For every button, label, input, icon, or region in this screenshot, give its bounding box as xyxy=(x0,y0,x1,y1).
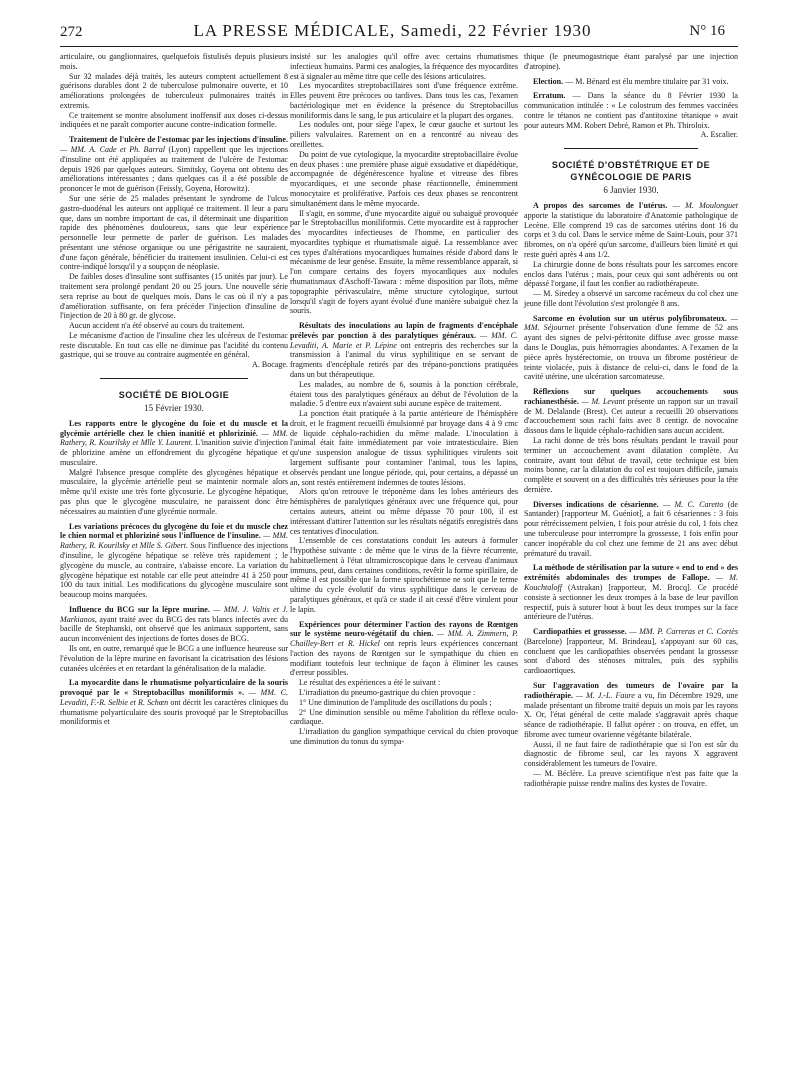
article-authors: — MM. P. Carreras et C. Cortès xyxy=(626,627,738,637)
article-r1 xyxy=(60,419,288,468)
article-title: Diverses indications de césarienne. xyxy=(533,499,659,509)
article-authors: — M. J.-L. Faure xyxy=(572,690,635,700)
article-title: Sur l'aggravation des tumeurs de l'ovaire par la radiothérapie. xyxy=(524,680,738,700)
article-title: Cardiopathies et grossesse. xyxy=(533,627,627,637)
issue-number: N° 16 xyxy=(689,23,725,39)
article-text: présente l'observation d'une femme de 52 ans ayant des signes de pelvi-péritonite diffuse avec grosse masse dans le Douglas, puis hémorragies abondantes. A l'examen de la pièce après hystérectomie, on trouva un fibrome postérieur de teinte violacée, puis à distance de celui-ci, dans le fond de la cavité utérine, une ulcération sarcomateuse. xyxy=(524,323,738,382)
article-ulcere xyxy=(60,135,288,194)
article-o4 xyxy=(524,500,738,559)
article-text: ayant traité avec du BCG des rats blancs infectés avec du bacille de Stephanski, ont observé que les animaux supportent, sans aucun inconvénient des injections de fortes doses de BCG. xyxy=(60,614,288,644)
article-text: (Barcelone) [rapporteur, M. Brindeau], s'appuyant sur 60 cas, concluent que les cardiopathies observées pendant la grossesse sont d'abord des sténoses mitrales, puis des syphilis cardioaortiques. xyxy=(524,636,738,676)
article-text: Sous l'influence des injections d'insuline, le glycogène hépatique se relève très rapidement ; le glycogène du muscle, au contraire, s'abaisse encore. La variation du glycogène hépatique est notable car elle peut atteindre 41 à 250 pour 100 du taux initial. Les modifications du glycogène musculaire sont beaucoup moins marquées. xyxy=(60,541,288,600)
article-authors: — M. Kouchtaloff xyxy=(524,573,738,592)
paragraph: Sur une série de 25 malades présentant le syndrome de l'ulcus gastro-duodénal les auteurs ont appliqué ce traitement. Il leur a paru que, dans un nombre important de cas, il déterminait une disparition rapide des phénomènes douloureux, sans que leur expérience personnelle leur permette de parler de guérison. Les malades présentant une sténose organique ou une périgastrite ne sauraient, d'une façon générale, bénéficier du traitement insulinien. Celui-ci est contre-indiqué lorsqu'il y a soupçon de néoplasie. xyxy=(60,193,288,272)
paragraph: Ce traitement se montre absolument inoffensif aux doses ci-dessus indiquées et ne paraît comporter aucune contre-indication formelle. xyxy=(60,110,288,130)
note-title: Erratum. xyxy=(533,91,566,101)
paragraph: — M. Béclère. La preuve scientifique n'est pas faite que la radiothérapie puisse rendre malins des kystes de l'ovaire. xyxy=(524,769,738,788)
erratum-note xyxy=(524,91,738,130)
article-text: (Astrakan) [rapporteur, M. Brocq]. Ce procédé consiste à sectionner les deux trompes à la base de leur pavillon respectif, puis à suturer bout à bout les deux trompes sur la face antérieure de l'utérus. xyxy=(524,582,738,622)
article-r3 xyxy=(60,605,288,644)
paragraph: Les malades, au nombre de 6, soumis à la ponction cérébrale, étaient tous des paralytiques généraux au début de l'évolution de la maladie. 5 d'entre eux n'avaient subi aucune espèce de traitement. xyxy=(290,379,518,409)
signature: A. Bocage. xyxy=(252,360,288,370)
article-text: (Lyon) rappellent que les injections d'insuline ont été appliquées au traitement de l'ulcère de l'estomac depuis 1926 par quelques auteurs. Simitsky, Goyena ont obtenu des améliorations intéressantes ; dans quelques cas il a été possible de prononcer le mot de guérison (Feissly, Goyena, Horowitz). xyxy=(60,145,288,194)
article-authors: — M. C. Caretto xyxy=(658,499,724,509)
article-text: L'inanition suivie d'injection de phlorizine amène un effondrement du glycogène hépatique et musculaire. xyxy=(60,438,288,467)
section-rule xyxy=(100,378,248,379)
section-rule xyxy=(564,148,698,149)
article-title: Sarcome en évolution sur un utérus polyfibromateux. xyxy=(533,313,727,323)
page-header xyxy=(60,18,725,44)
article-authors: — M. Moulonguet xyxy=(667,201,738,211)
paragraph: articulaire, ou ganglionnaires, quelquefois fistulisés depuis plusieurs mois. xyxy=(60,52,288,71)
paragraph: Aucun accident n'a été observé au cours du traitement. xyxy=(69,321,245,331)
note-text: — Dans la séance du 8 Février 1930 la communication intitulée : « Le colostrum des femmes vaccinées contre le tétanos ne contient pas d'antitoxine tétanique » avait pour auteurs MM. Robert Debré, Ramon et Ph. Thiroloix. xyxy=(524,91,738,130)
article-o1 xyxy=(524,201,738,260)
section-title: SOCIÉTÉ D'OBSTÉTRIQUE ET DE GYNÉCOLOGIE DE PARIS xyxy=(551,160,711,183)
paragraph: Il s'agit, en somme, d'une myocardite aiguë ou subaiguë provoquée par le Streptobacillus moniliformis. Cette myocardite est à rapprocher des myocardites infectieuses de l'homme, en particulier des myocardites typhique et rhumatismale aiguë. La ressemblance avec ces types d'altérations myocardiques humaines réside d'abord dans le mécanisme de leur genèse. Ensuite, la même ressemblance apparaît, si l'on compare certains des foyers myocardiques aux nodules rhumatismaux d'Aschoff-Tawara : même disposition par îlots, même topographie périvasculaire, même structure cytologique, surtout lorsqu'il s'agit de foyers ayant évolué d'une manière subaiguë chez la souris. xyxy=(290,208,518,316)
article-title: La myocardite dans le rhumatisme polyarticulaire de la souris provoqué par le « Streptobacillus moniliformis ». xyxy=(60,678,288,698)
paragraph: Sur 32 malades déjà traités, les auteurs comptent actuellement 8 guérisons durables dont 2 de tuberculose pulmonaire ouverte, et 10 améliorations prolongées de tuberculeux pulmonaires traités in extremis. xyxy=(60,71,288,110)
section-date: 15 Février 1930. xyxy=(144,403,204,413)
article-text: présente un rapport sur un travail de M. Delalande (Brest). Cet auteur a recueilli 20 observations d'accouchement sous rachi faits avec 8 centigr. de novocaïne dissous dans le liquide céphalo-rachidien sans aucun accident. xyxy=(524,396,738,436)
article-authors: — MM. Séjournet xyxy=(524,313,738,333)
article-title: Traitement de l'ulcère de l'estomac par les injections d'insuline. xyxy=(69,135,288,145)
article-s2 xyxy=(290,620,518,679)
article-title: Les rapports entre le glycogène du foie et du muscle et la glycémie artérielle chez le chien inanitié et phlorizinié. xyxy=(60,418,288,438)
journal-title: LA PRESSE MÉDICALE, Samedi, 22 Février 1930 xyxy=(193,21,592,40)
paragraph: L'irradiation du pneumo-gastrique du chien provoque : xyxy=(299,688,476,697)
paragraph: L'irradiation du ganglion sympathique cervical du chien provoque une diminution du tonus du sympa- xyxy=(290,727,518,746)
paragraph: Les myocardites streptobacillaires sont d'une fréquence extrême. Elles peuvent être précoces ou tardives. Dans tous les cas, l'examen bactériologique met en évidence la présence du Streptobacillus moniliformis dans le sang, le pus articulaire et la plupart des organes. xyxy=(290,81,518,120)
article-title: Expériences pour déterminer l'action des rayons de Rœntgen sur le système neuro-végétatif du chien. xyxy=(290,619,518,639)
note-title: Election. xyxy=(533,76,564,86)
article-authors: — MM. Rathery, R. Kourilsky et Mlle Y. Laurent. xyxy=(60,428,288,448)
article-r4 xyxy=(60,678,288,727)
paragraph: insisté sur les analogies qu'il offre avec certains rhumatismes infectieux humains. Parmi ces analogies, la fréquence des myocardites est à signaler au même titre que celle des lésions articulaires. xyxy=(290,52,518,81)
article-r2 xyxy=(60,522,288,600)
article-title: Les variations précoces du glycogène du foie et du muscle chez le chien normal et phloriziné sous l'influence de l'insuline. xyxy=(60,521,288,541)
paragraph: La ponction était pratiquée à la partie antérieure de l'hémisphère droit, et le fragment recueilli émulsionné par broyage dans 4 à 9 cmc de liquide céphalo-rachidien du même malade. L'inoculation à l'animal était faite immédiatement par voie intratesticulaire. Bien qu'une suspension analogue de tissus syphilitiques virulents soit largement suffisante pour contaminer l'animal, tous les lapins, observés pendant une longue période, qui, pour certains, a dépassé un an, sont restés entièrement indemnes de toutes lésions. xyxy=(290,409,518,487)
article-text: (de Santander) [rapporteur M. Guéniot], a fait 6 césariennes : 3 fois pour rétrécissement pelvien, 1 fois pour atrésie du col, 1 fois chez une tuberculeuse pour interrompre la grossesse, 1 fois enfin pour cancer inopérable du col chez une femme de 21 ans avec début prématuré du travail. xyxy=(524,499,738,558)
page-number: 272 xyxy=(60,24,83,40)
article-text: a vu, fin Décembre 1929, une malade présentant un fibrome traité depuis un mois par les rayons X. Or, l'état général de cette malade s'aggravait après chaque séance de radiothérapie. Il fallut opérer : on trouva, en effet, un fibrome avec tumeur ovarienne végétante bilatérale. xyxy=(524,690,738,739)
article-authors: — MM. A. Zimmern, P. Chailley-Bert et R. Hickel xyxy=(290,629,518,649)
article-authors: — MM. C. Levaditi, F.-R. Selbie et R. Schœn xyxy=(60,688,288,707)
article-o5 xyxy=(524,563,738,622)
article-title: Réflexions sur quelques accouchements sous rachianesthésie. xyxy=(524,387,738,406)
article-text: ont décrit les caractères cliniques du rhumatisme polyarticulaire des souris provoqué par le Streptobacillus moniliformis et xyxy=(60,697,288,727)
paragraph: Aussi, il ne faut faire de radiothérapie que si l'on est sûr du diagnostic de fibrome seul, car les rayons X aggravent considérablement les tumeurs de l'ovaire. xyxy=(524,739,738,769)
paragraph: Les nodules ont, pour siège l'apex, le cœur gauche et surtout les piliers valvulaires. Rarement on en a rencontré au niveau des oreillettes. xyxy=(290,120,518,150)
paragraph: Le résultat des expériences a été le suivant : xyxy=(299,678,441,688)
article-o2 xyxy=(524,314,738,382)
article-authors: — MM. J. Valtis et J. Markianos, xyxy=(60,604,288,624)
article-authors: — MM. C. Levaditi, A. Marie et P. Lépine xyxy=(290,330,518,350)
paragraph: L'ensemble de ces constatations conduit les auteurs à formuler l'hypothèse suivante : de même que le virus de la fièvre récurrente, habituellement à l'état ultramicroscopique dans le cerveau d'animaux immuns, peut, dans certaines conditions, revêtir la forme spirillaire, de même il est possible que la forme spirochétienne ne soit que le terme ultime du cycle évolutif du virus syphilitique dans le cerveau de paralytiques généraux, et qu'à ce stade il ait cessé d'être virulent pour le lapin. xyxy=(290,536,518,614)
article-authors: — MM. A. Cade et Ph. Barral xyxy=(60,145,166,155)
article-authors: — MM. Rathery, R. Kourilsky et Mlle S. Gibert. xyxy=(60,531,288,551)
paragraph: La rachi donne de très bons résultats pendant le travail pour terminer un accouchement avant dilatation complète. Au contraire, avant tout début de travail, cette technique est bien moins bonne, car la dilatation du col est toujours difficile, jamais complète et souvent on a des difficultés très sérieuses pour la tête dernière. xyxy=(524,436,738,494)
paragraph: Le mécanisme d'action de l'insuline chez les ulcéreux de l'estomac reste discutable. En tout cas elle ne diminue pas l'acidité du contenu gastrique, qui se trouve au contraire augmentée en général. xyxy=(60,330,288,360)
column-3 xyxy=(524,52,738,789)
paragraph: Du point de vue cytologique, la myocardite streptobacillaire évolue en deux phases : une première phase aiguë exsudative et diapédétique, accompagnée de dégénérescence hyaline et vitreuse des fibres myocardiques, et une seconde phase réactionnelle, éminemment monocytaire et proliférative. Parfois ces deux phases se rencontrent simultanément dans le même myocarde. xyxy=(290,149,518,208)
paragraph: 1° Une diminution de l'amplitude des oscillations du pouls ; xyxy=(299,697,492,707)
paragraph: Ils ont, en outre, remarqué que le BCG a une influence heureuse sur l'évolution de la lèpre murine en favorisant la cicatrisation des lésions cutanées ulcérées et en retardant la généralisation de la maladie. xyxy=(60,643,288,673)
article-text: apporte la statistique du laboratoire d'Anatomie pathologique de Lecène. Elle comprend 19 cas de sarcomes utérins dont 16 du corps et 3 du col. Dans le service même de Saint-Louis, pour 371 fibromes, on n'a opéré qu'un sarcome, d'ailleurs bien limité et qui reste guéri après 4 ans 1/2. xyxy=(524,210,738,259)
note-text: — M. Bénard est élu membre titulaire par 31 voix. xyxy=(563,76,729,86)
election-note xyxy=(524,77,738,87)
paragraph: Alors qu'on retrouve le tréponème dans les lobes antérieurs des hémisphères de paralytiques généraux avec une fréquence qui, pour certains auteurs, atteint ou même dépasse 70 pour 100, il est intéressant d'attirer l'attention sur les résultats négatifs enregistrés dans ces tentatives d'inoculation. xyxy=(290,487,518,536)
article-authors: — M. Levant xyxy=(578,396,625,406)
article-text: ont repris leurs expériences concernant l'action des rayons de Rœntgen sur le sympathique du chien en modifiant toutefois leur technique de façon à éliminer les causes d'erreur possibles. xyxy=(290,639,518,678)
paragraph: — M. Siredey a observé un sarcome racémeux du col chez une jeune fille dont l'évolution s'est prolongée 8 ans. xyxy=(524,289,738,308)
article-title: Résultats des inoculations au lapin de fragments d'encéphale prélevés par ponction à des paralytiques généraux. xyxy=(290,321,518,340)
paragraph: 2° Une diminution sensible ou même l'abolition du réflexe oculo-cardiaque. xyxy=(290,707,518,727)
paragraph: De faibles doses d'insuline sont suffisantes (15 unités par jour). Le traitement sera prolongé pendant 20 ou 25 jours. Une nouvelle série sera reprise au bout de quelques mois. Dans le cas où il n'y a pas d'amélioration suffisante, on fera précéder l'injection d'insuline de l'injection de 20 à 80 gr. de glycose. xyxy=(60,272,288,321)
article-title: A propos des sarcomes de l'utérus. xyxy=(533,201,668,211)
paragraph: La chirurgie donne de bons résultats pour les sarcomes encore enclos dans l'utérus ; mais, pour ceux qui sont adhérents ou ont dépassé l'organe, il faut les confier au radiothérapeute. xyxy=(524,259,738,289)
article-text: ont entrepris des recherches sur la transmission à l'animal du virus syphilitique en se servant de fragments d'encéphale retirés par des trépano-ponctions pratiquées dans un but thérapeutique. xyxy=(290,340,518,379)
header-rule xyxy=(60,46,738,47)
article-o3 xyxy=(524,387,738,436)
article-o7 xyxy=(524,681,738,740)
column-2 xyxy=(290,52,518,747)
column-1 xyxy=(60,52,288,727)
section-date: 6 Janvier 1930. xyxy=(603,185,659,196)
article-s1 xyxy=(290,321,518,380)
article-title: Influence du BCG sur la lèpre murine. xyxy=(69,604,210,614)
article-title: La méthode de stérilisation par la suture « end to end » des extrémités abdominales des trompes de Fallope. xyxy=(524,563,738,583)
article-o6 xyxy=(524,627,738,676)
signature: A. Escalier. xyxy=(700,130,738,140)
paragraph: Malgré l'absence presque complète des glycogènes hépatique et musculaire, la glycémie artérielle peut se maintenir normale alors même qu'il existe une très forte glycosurie. Le glycogène hépatique, pas plus que le glycogène musculaire, ne paraissent donc être nécessaires au maintien d'une glycémie normale. xyxy=(60,467,288,516)
section-title: SOCIÉTÉ DE BIOLOGIE xyxy=(118,390,230,400)
paragraph: thique (le pneumogastrique étant paralysé par une injection d'atropine). xyxy=(524,52,738,71)
